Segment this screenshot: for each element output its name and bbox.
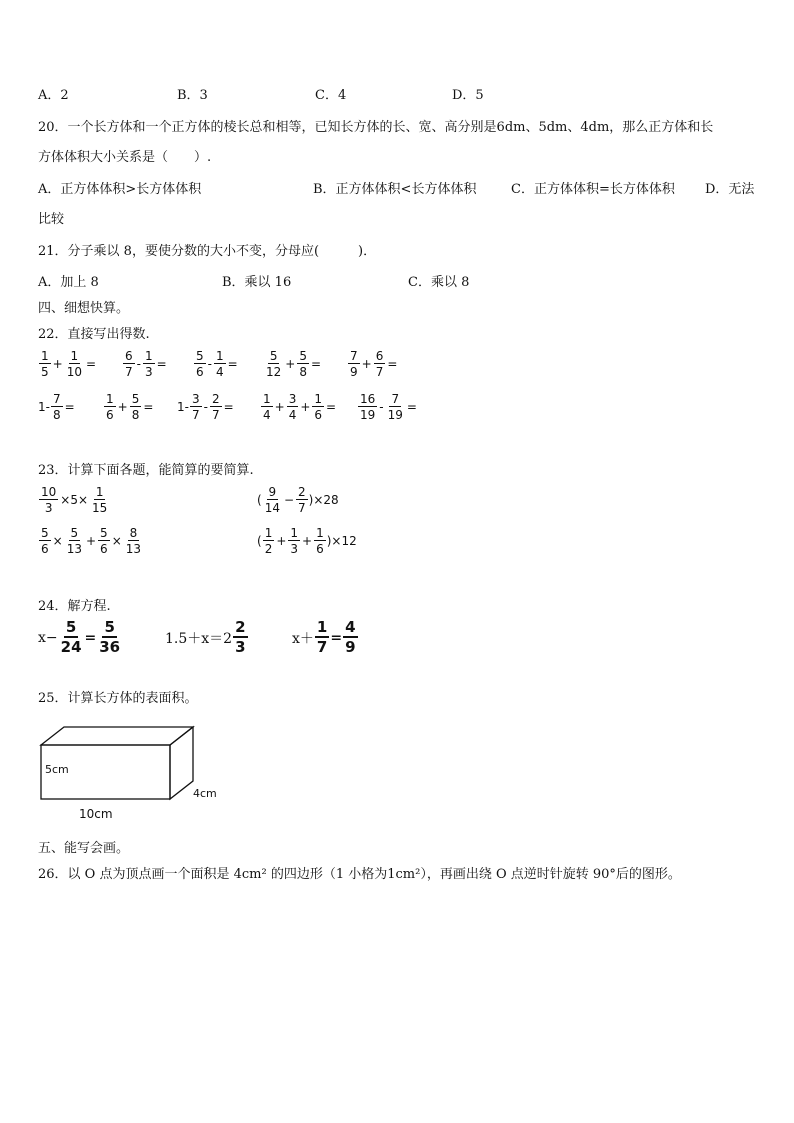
q20-text-line1: 20．一个长方体和一个正方体的棱长总和相等，已知长方体的长、宽、高分别是6dm、5dm、4dm，那么正方体和长 bbox=[38, 120, 714, 135]
q23-expr-1: $\frac{10}{3}$ ×5× $\frac{1}{15}$ bbox=[41, 485, 108, 515]
q19-option-c: C．4 bbox=[315, 88, 347, 103]
q23-expr-4: ( $\frac{1}{2}$ + $\frac{1}{3}$ + $\frac{1}{6}$ )×12 bbox=[257, 526, 357, 556]
q19-option-d: D．5 bbox=[452, 88, 484, 103]
q25-title: 25．计算长方体的表面积。 bbox=[38, 691, 198, 706]
cuboid-top-face bbox=[41, 727, 193, 745]
q19-option-b: B．3 bbox=[177, 88, 208, 103]
q22-expr-1: $\frac{1}{5}$ + $\frac{1}{10}$ = bbox=[41, 349, 97, 379]
q23-title: 23．计算下面各题，能简算的要简算. bbox=[38, 463, 254, 478]
q20-option-b: B．正方体体积<长方体体积 bbox=[313, 182, 477, 197]
q22-expr-7: $\frac{1}{6}$ + $\frac{5}{8}$ = bbox=[106, 392, 154, 422]
q22-expr-2: $\frac{6}{7}$ - $\frac{1}{3}$ = bbox=[125, 349, 167, 379]
q26-text: 26．以 O 点为顶点画一个面积是 4cm² 的四边形（1 小格为1cm²），再画出绕 O 点逆时针旋转 90°后的图形。 bbox=[38, 867, 681, 882]
q21-option-a: A．加上 8 bbox=[38, 275, 99, 290]
section-4-heading: 四、细想快算。 bbox=[38, 301, 130, 316]
q22-title: 22．直接写出得数. bbox=[38, 327, 150, 342]
section-5-heading: 五、能写会画。 bbox=[38, 841, 130, 856]
q23-expr-2: ( $\frac{9}{14}$ − $\frac{2}{7}$ )×28 bbox=[257, 485, 339, 515]
q20-option-c: C．正方体体积=长方体体积 bbox=[511, 182, 675, 197]
q22-expr-3: $\frac{5}{6}$ - $\frac{1}{4}$ = bbox=[196, 349, 238, 379]
q20-option-d-wrap: 比较 bbox=[38, 212, 65, 227]
q24-equation-2: 1.5＋x＝2 2 3 bbox=[165, 618, 246, 656]
q21-text: 21．分子乘以 8，要使分数的大小不变，分母应( )． bbox=[38, 244, 377, 259]
q21-option-c: C．乘以 8 bbox=[408, 275, 470, 290]
q21-option-b: B．乘以 16 bbox=[222, 275, 292, 290]
q24-title: 24．解方程. bbox=[38, 599, 111, 614]
q22-expr-6: 1- $\frac{7}{8}$ = bbox=[38, 392, 75, 422]
q23-expr-3: $\frac{5}{6}$ × $\frac{5}{13}$ + $\frac{5}{6}$ × $\frac{8}{13}$ bbox=[41, 526, 142, 556]
cuboid-side-face bbox=[170, 727, 193, 799]
q22-expr-5: $\frac{7}{9}$ + $\frac{6}{7}$ = bbox=[350, 349, 398, 379]
cuboid-length-label: 10cm bbox=[79, 807, 113, 821]
cuboid-width-label: 4cm bbox=[193, 787, 217, 800]
q22-expr-4: $\frac{5}{12}$ + $\frac{5}{8}$ = bbox=[266, 349, 322, 379]
q22-expr-10: $\frac{16}{19}$ - $\frac{7}{19}$ = bbox=[360, 392, 417, 422]
q24-equation-3: x＋ $\frac{1}{7}$ = $\frac{4}{9}$ bbox=[292, 618, 356, 656]
q20-option-d: D．无法 bbox=[705, 182, 755, 197]
q20-text-line2: 方体体积大小关系是（ ）. bbox=[38, 150, 212, 165]
cuboid-height-label: 5cm bbox=[45, 763, 69, 776]
q22-expr-9: $\frac{1}{4}$ + $\frac{3}{4}$ + $\frac{1}{6}$ = bbox=[263, 392, 337, 422]
q22-expr-8: 1- $\frac{3}{7}$ - $\frac{2}{7}$ = bbox=[177, 392, 234, 422]
q19-option-a: A．2 bbox=[38, 88, 69, 103]
q24-equation-1: x− $\frac{5}{24}$ = $\frac{5}{36}$ bbox=[38, 618, 121, 656]
q20-option-a: A．正方体体积>长方体体积 bbox=[38, 182, 202, 197]
